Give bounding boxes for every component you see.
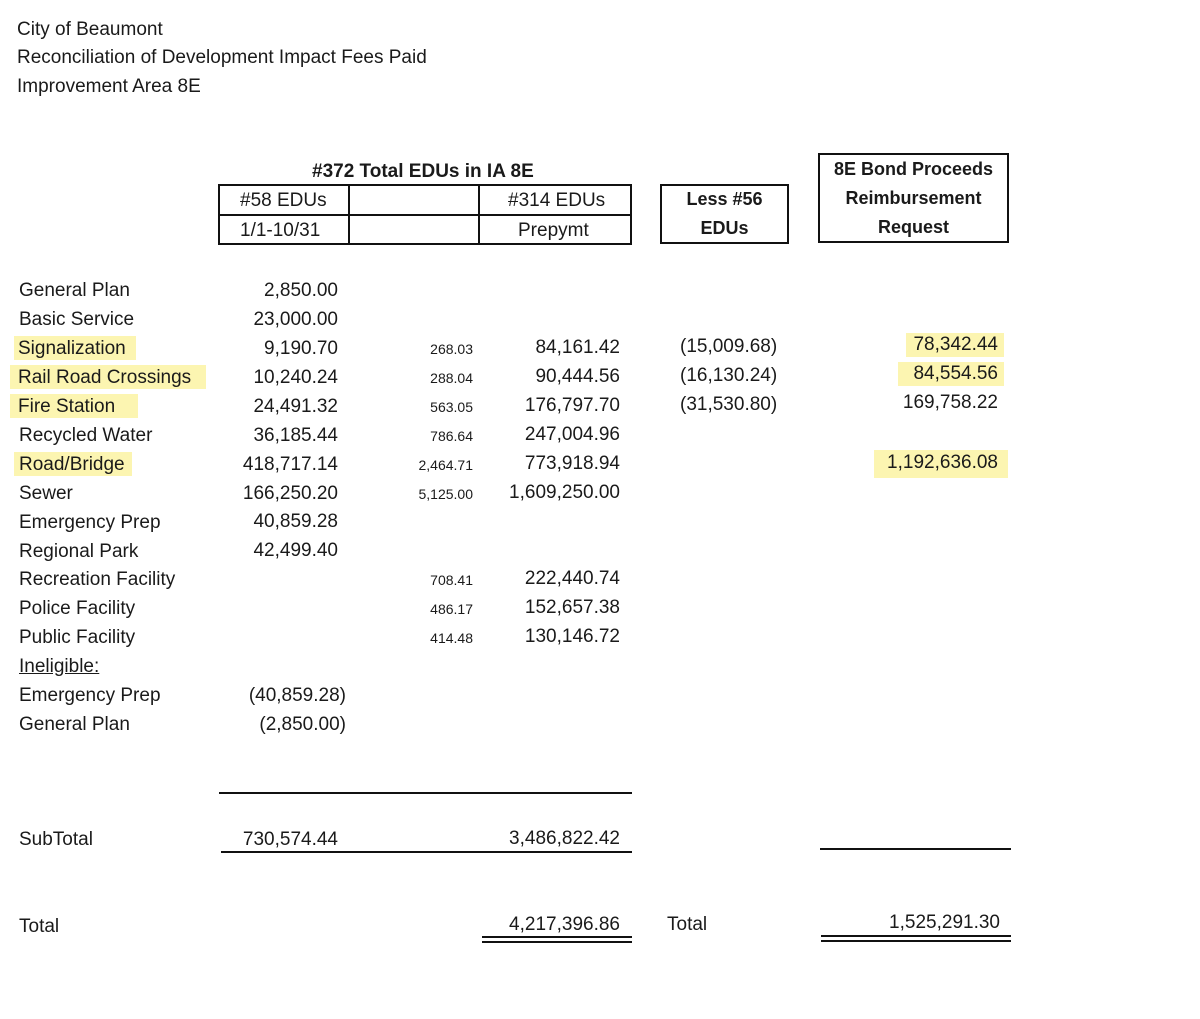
row-c58: 40,859.28 <box>253 511 338 532</box>
row-c58: 2,850.00 <box>264 280 338 301</box>
row-c58: 166,250.20 <box>242 483 338 504</box>
bond-total-double-rule-2 <box>821 940 1011 942</box>
row-c58: 10,240.24 <box>253 367 338 388</box>
row-label: Rail Road Crossings <box>18 367 192 388</box>
bond-total-label: Total <box>667 914 708 935</box>
total-double-rule-2 <box>482 941 632 943</box>
bond-total-double-rule-1 <box>821 935 1011 937</box>
row-rate: 563.05 <box>430 399 473 415</box>
group-title: #372 Total EDUs in IA 8E <box>312 161 534 182</box>
total-label: Total <box>19 916 60 937</box>
row-c58: 23,000.00 <box>253 309 338 330</box>
row-c314: 1,609,250.00 <box>509 482 620 503</box>
row-c58: 9,190.70 <box>264 338 338 359</box>
ineligible-c58: (2,850.00) <box>259 714 346 735</box>
row-label: Recycled Water <box>19 425 153 446</box>
subtotal-c58: 730,574.44 <box>242 829 338 850</box>
total-double-rule-1 <box>482 936 632 938</box>
less-header-line2: EDUs <box>700 218 749 238</box>
row-label: Fire Station <box>18 396 116 417</box>
row-rate: 708.41 <box>430 572 473 588</box>
bond-header-line3: Request <box>877 217 949 237</box>
bond-total-value: 1,525,291.30 <box>889 912 1000 933</box>
subtotal-c314: 3,486,822.42 <box>509 828 620 849</box>
less-header-line1: Less #56 <box>686 189 763 209</box>
row-less: (16,130.24) <box>680 365 778 386</box>
row-label: Sewer <box>19 483 73 504</box>
row-c58: 418,717.14 <box>242 454 338 475</box>
ineligible-label: General Plan <box>19 714 130 735</box>
subtotal-rule <box>221 851 632 853</box>
c314-header-line2: Prepymt <box>518 220 589 241</box>
row-bond: 78,342.44 <box>913 334 998 355</box>
row-label: Recreation Facility <box>19 569 176 590</box>
row-c314: 176,797.70 <box>524 395 620 416</box>
row-label: Signalization <box>18 338 126 359</box>
total-c314: 4,217,396.86 <box>509 914 620 935</box>
row-label: General Plan <box>19 280 130 301</box>
ineligible-label: Emergency Prep <box>19 685 161 706</box>
row-label: Road/Bridge <box>19 454 125 475</box>
city-name: City of Beaumont <box>17 19 163 40</box>
row-c58: 24,491.32 <box>253 396 338 417</box>
row-rate: 2,464.71 <box>418 457 473 473</box>
row-rate: 414.48 <box>430 630 473 646</box>
report-title: Reconciliation of Development Impact Fees Paid <box>17 47 427 68</box>
edu-header-divider-1 <box>348 184 350 245</box>
subtotal-label: SubTotal <box>19 829 93 850</box>
row-rate: 5,125.00 <box>418 486 473 502</box>
ineligible-heading: Ineligible: <box>19 656 100 677</box>
bond-header-line2: Reimbursement <box>845 188 982 208</box>
row-c58: 42,499.40 <box>253 540 338 561</box>
row-rate: 268.03 <box>430 341 473 357</box>
area-name: Improvement Area 8E <box>17 76 201 97</box>
row-rate: 288.04 <box>430 370 473 386</box>
bond-subtotal-rule <box>820 848 1011 850</box>
row-label: Regional Park <box>19 541 139 562</box>
pre-subtotal-rule <box>219 792 632 794</box>
row-less: (15,009.68) <box>680 336 778 357</box>
row-c314: 773,918.94 <box>524 453 620 474</box>
row-c314: 222,440.74 <box>524 568 620 589</box>
row-c314: 84,161.42 <box>535 337 620 358</box>
row-less: (31,530.80) <box>680 394 778 415</box>
c58-header-line2: 1/1-10/31 <box>240 220 321 241</box>
edu-header-midline <box>218 214 632 216</box>
row-rate: 486.17 <box>430 601 473 617</box>
bond-header-line1: 8E Bond Proceeds <box>833 159 994 179</box>
row-label: Public Facility <box>19 627 136 648</box>
row-c314: 90,444.56 <box>535 366 620 387</box>
edu-header-divider-2 <box>478 184 480 245</box>
row-bond: 169,758.22 <box>902 392 998 413</box>
c314-header-line1: #314 EDUs <box>508 190 606 211</box>
row-c314: 247,004.96 <box>524 424 620 445</box>
row-c314: 152,657.38 <box>524 597 620 618</box>
row-label: Emergency Prep <box>19 512 161 533</box>
row-rate: 786.64 <box>430 428 473 444</box>
row-bond: 1,192,636.08 <box>887 452 998 473</box>
row-label: Basic Service <box>19 309 135 330</box>
row-label: Police Facility <box>19 598 136 619</box>
row-c58: 36,185.44 <box>253 425 338 446</box>
row-c314: 130,146.72 <box>524 626 620 647</box>
ineligible-c58: (40,859.28) <box>248 685 346 706</box>
c58-header-line1: #58 EDUs <box>240 190 327 211</box>
row-bond: 84,554.56 <box>913 363 998 384</box>
